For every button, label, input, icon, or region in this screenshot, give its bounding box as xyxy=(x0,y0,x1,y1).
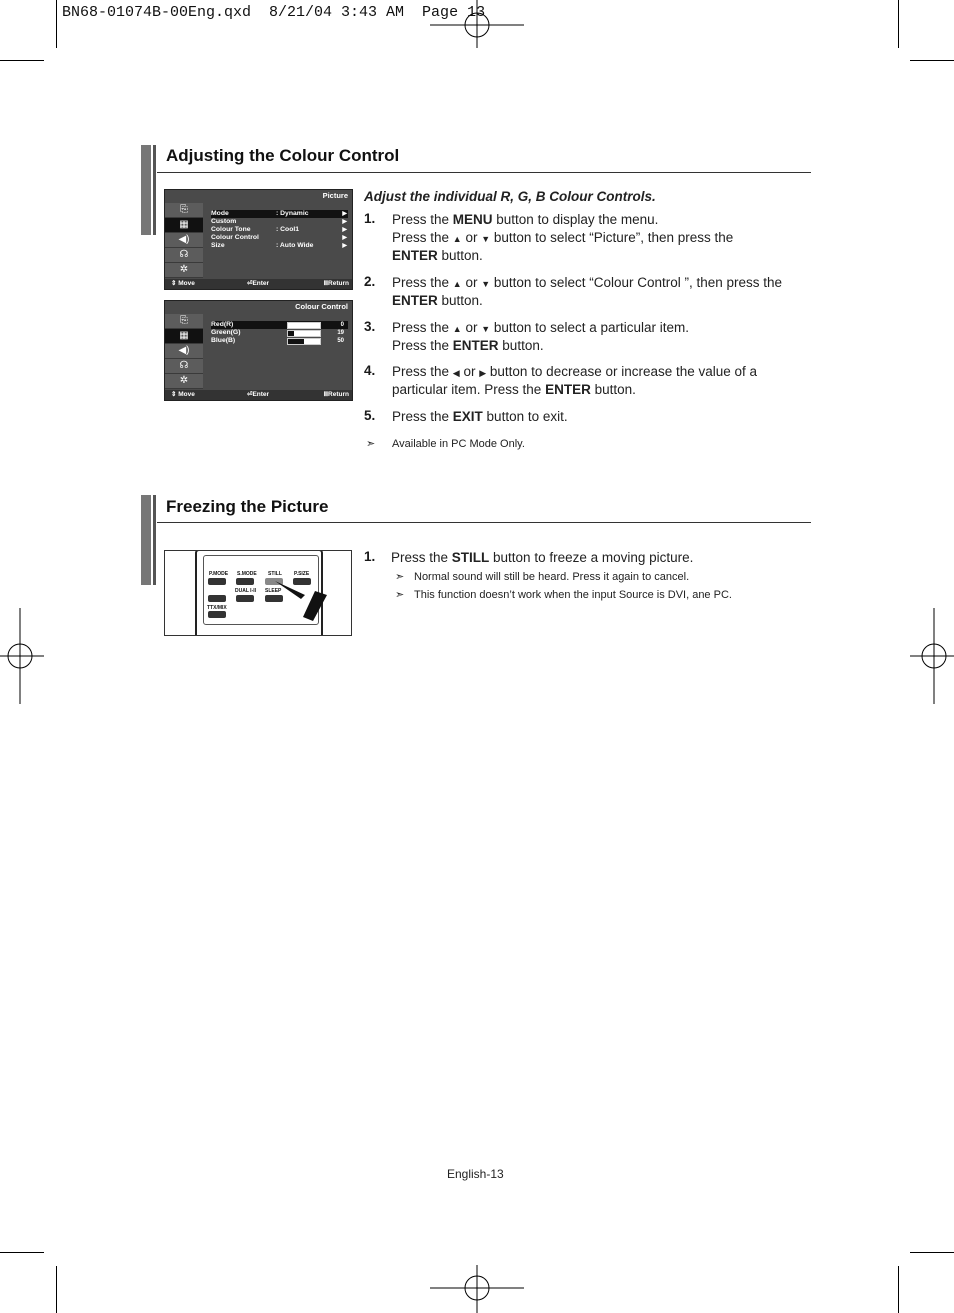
level-bar xyxy=(287,330,321,337)
sleep-label: SLEEP xyxy=(265,588,282,594)
move-hint: ⇕ Move xyxy=(171,391,195,398)
page-footer: English-13 xyxy=(447,1167,504,1181)
channel-icon: ☊ xyxy=(165,359,203,374)
step-text: ENTER button. xyxy=(392,293,483,308)
level-fill xyxy=(288,331,294,336)
step-number: 1. xyxy=(364,549,376,564)
enter-label: Enter xyxy=(252,391,270,398)
enter-label: Enter xyxy=(252,280,270,287)
osd-row-label: Mode xyxy=(211,210,229,217)
down-arrow-icon: ▼ xyxy=(481,234,491,244)
enter-hint: ⏎Enter xyxy=(247,391,270,398)
osd-row-value: : Dynamic xyxy=(276,210,309,217)
osd-row xyxy=(211,242,348,250)
osd-title: Picture xyxy=(322,191,348,200)
picture-icon: ▦ xyxy=(165,329,203,344)
osd-row-value: 0 xyxy=(340,322,344,328)
ttx-button[interactable] xyxy=(208,611,226,618)
note-icon: ➣ xyxy=(395,589,405,601)
remote-button[interactable] xyxy=(208,595,226,602)
osd-row-value: : Auto Wide xyxy=(276,242,314,249)
sound-icon: ◀) xyxy=(165,344,203,359)
section-bar xyxy=(141,495,151,585)
down-arrow-icon: ▼ xyxy=(481,279,491,289)
smode-label: S.MODE xyxy=(237,571,257,577)
step-text: Press the ▲ or ▼ button to select “Picture”, then press the xyxy=(392,230,734,245)
osd-row-label: Custom xyxy=(211,218,237,225)
setup-icon: ✲ xyxy=(165,263,203,278)
dual-button[interactable] xyxy=(236,595,254,602)
setup-icon: ✲ xyxy=(165,374,203,389)
section-bar xyxy=(141,145,151,235)
return-label: Return xyxy=(328,280,349,287)
osd-picture-menu xyxy=(164,189,353,290)
osd-icon-column xyxy=(165,314,203,389)
step-text: Press the ▲ or ▼ button to select a particular item. xyxy=(392,320,689,335)
input-icon: ⎘ xyxy=(165,203,203,218)
section-bar-thin xyxy=(153,145,156,235)
arrow-right-icon: ▶ xyxy=(342,227,347,233)
osd-row-label: Blue(B) xyxy=(211,337,236,344)
osd-row-label: Red(R) xyxy=(211,321,234,328)
psize-label: P.SIZE xyxy=(294,571,310,577)
dual-label: DUAL I-II xyxy=(235,588,257,594)
pointer-hand-icon xyxy=(275,581,335,621)
step-text: Press the ENTER button. xyxy=(392,338,544,353)
osd-footer xyxy=(165,390,352,400)
move-label: Move xyxy=(178,280,195,287)
smode-button[interactable] xyxy=(236,578,254,585)
step-text: Press the MENU button to display the menu. xyxy=(392,212,659,227)
step-text: Press the ▲ or ▼ button to select “Colour Control ”, then press the xyxy=(392,275,783,290)
input-icon: ⎘ xyxy=(165,314,203,329)
osd-row xyxy=(211,329,348,337)
osd-row xyxy=(211,210,348,218)
step-text: ENTER button. xyxy=(392,248,483,263)
arrow-right-icon: ▶ xyxy=(342,219,347,225)
osd-colour-control-menu xyxy=(164,300,353,401)
right-arrow-icon: ▶ xyxy=(479,368,487,378)
return-hint: ⅢReturn xyxy=(323,391,349,398)
step-number: 4. xyxy=(364,363,376,378)
note-icon: ➣ xyxy=(395,571,405,583)
arrow-right-icon: ▶ xyxy=(342,243,347,249)
osd-row-value: : Cool1 xyxy=(276,226,300,233)
osd-row-label: Size xyxy=(211,242,225,249)
osd-row xyxy=(211,321,348,329)
note-text: Normal sound will still be heard. Press it again to cancel. xyxy=(414,571,690,583)
note-text: Available in PC Mode Only. xyxy=(392,438,525,450)
osd-icon-column xyxy=(165,203,203,278)
return-hint: ⅢReturn xyxy=(323,280,349,287)
pmode-label: P.MODE xyxy=(209,571,229,577)
enter-hint: ⏎Enter xyxy=(247,280,270,287)
step-number: 5. xyxy=(364,408,376,423)
still-label: STILL xyxy=(268,571,282,577)
section-title-freezing: Freezing the Picture xyxy=(166,497,329,516)
note-icon: ➣ xyxy=(366,438,376,450)
osd-row xyxy=(211,234,348,242)
osd-rows xyxy=(211,321,348,345)
up-arrow-icon: ▲ xyxy=(452,324,462,334)
ttx-label: TTX/MIX xyxy=(207,605,227,611)
osd-row-value: 19 xyxy=(337,330,344,336)
section-rule xyxy=(157,522,811,523)
pmode-button[interactable] xyxy=(208,578,226,585)
osd-row xyxy=(211,218,348,226)
step-text: Press the EXIT button to exit. xyxy=(392,409,568,424)
channel-icon: ☊ xyxy=(165,248,203,263)
osd-row-label: Colour Tone xyxy=(211,226,251,233)
osd-row-value: 50 xyxy=(337,338,344,344)
up-arrow-icon: ▲ xyxy=(452,234,462,244)
osd-row xyxy=(211,226,348,234)
left-arrow-icon: ◀ xyxy=(452,368,460,378)
colour-subtitle: Adjust the individual R, G, B Colour Controls. xyxy=(364,189,656,204)
step-text: Press the ◀ or ▶ button to decrease or increase the value of a xyxy=(392,364,758,379)
osd-row xyxy=(211,337,348,345)
level-bar xyxy=(287,338,321,345)
sound-icon: ◀) xyxy=(165,233,203,248)
section-title-colour-control: Adjusting the Colour Control xyxy=(166,146,400,165)
step-number: 2. xyxy=(364,274,376,289)
move-label: Move xyxy=(178,391,195,398)
osd-footer xyxy=(165,279,352,289)
picture-icon: ▦ xyxy=(165,218,203,233)
osd-rows xyxy=(211,210,348,250)
remote-illustration xyxy=(164,550,352,636)
up-arrow-icon: ▲ xyxy=(452,279,462,289)
step-text: Press the STILL button to freeze a moving picture. xyxy=(391,550,694,565)
osd-row-label: Colour Control xyxy=(211,234,259,241)
level-bar xyxy=(287,322,321,329)
arrow-right-icon: ▶ xyxy=(342,211,347,217)
down-arrow-icon: ▼ xyxy=(481,324,491,334)
section-bar-thin xyxy=(153,495,156,585)
move-hint: ⇕ Move xyxy=(171,280,195,287)
step-number: 3. xyxy=(364,319,376,334)
step-text: particular item. Press the ENTER button. xyxy=(392,382,636,397)
osd-title: Colour Control xyxy=(295,302,348,311)
return-label: Return xyxy=(328,391,349,398)
level-fill xyxy=(288,339,304,344)
step-number: 1. xyxy=(364,211,376,226)
arrow-right-icon: ▶ xyxy=(342,235,347,241)
section-rule xyxy=(157,172,811,173)
osd-row-label: Green(G) xyxy=(211,329,241,336)
print-slug: BN68-01074B-00Eng.qxd 8/21/04 3:43 AM Page 13 xyxy=(62,4,486,21)
note-text: This function doesn’t work when the input Source is DVI, ane PC. xyxy=(414,589,732,601)
